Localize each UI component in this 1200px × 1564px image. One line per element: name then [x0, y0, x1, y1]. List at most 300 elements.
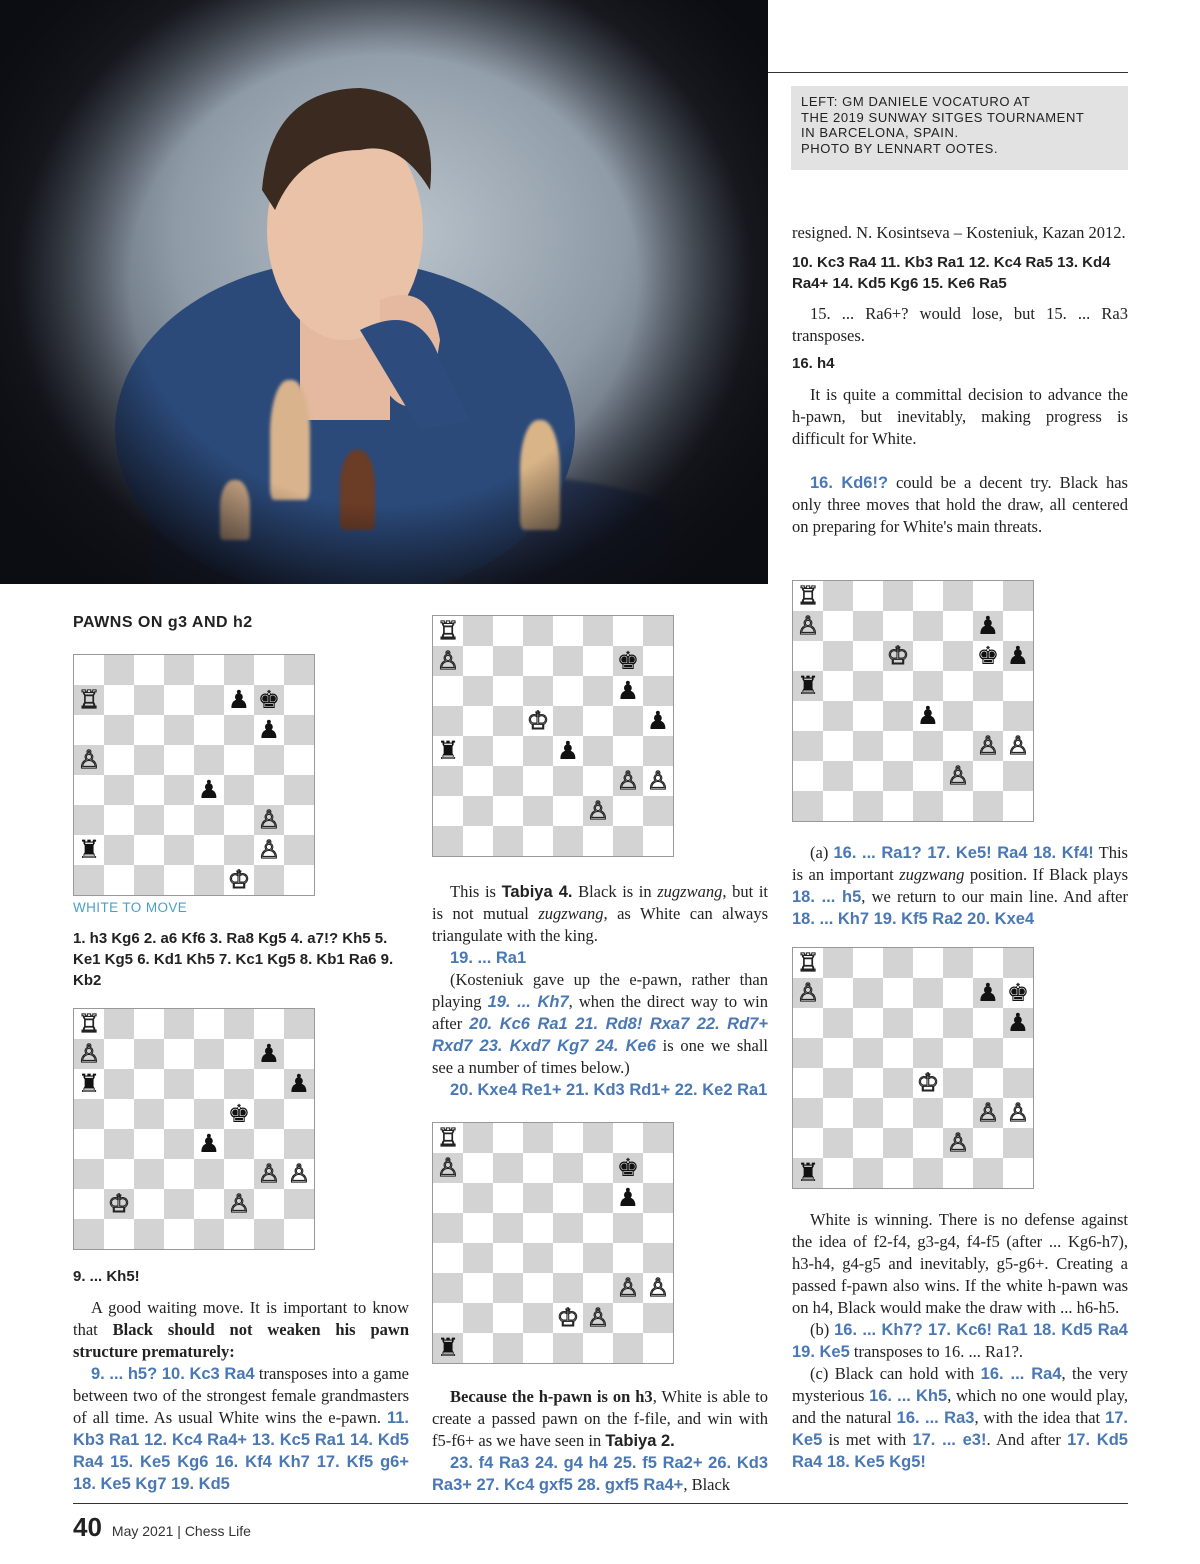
board-square [194, 655, 224, 685]
board-square [254, 805, 284, 835]
board-square [493, 1153, 523, 1183]
column-3-text-lower [792, 1209, 1128, 1473]
paragraph [432, 969, 768, 1079]
black-king-icon: ♚ [257, 685, 281, 714]
board-square [853, 1038, 883, 1068]
board-square [134, 685, 164, 715]
board-square [194, 1039, 224, 1069]
move-text: 16. ... Ra4 [980, 1365, 1062, 1383]
board-square [973, 1038, 1003, 1068]
black-pawn-icon: ♟ [1006, 1008, 1030, 1037]
publication-info: May 2021 | Chess Life [111, 1523, 251, 1539]
board-square [913, 611, 943, 641]
text-span: , with the idea that [974, 1408, 1106, 1427]
board-square [463, 1333, 493, 1363]
board-square [254, 865, 284, 895]
board-square [913, 948, 943, 978]
caption-line: LEFT: GM DANIELE VOCATURO AT [801, 94, 1031, 109]
text-span-bold: Black should not weaken his pawn structure prematurely: [73, 1320, 409, 1361]
board-square [853, 731, 883, 761]
white-pawn-icon: ♙ [616, 1273, 640, 1302]
board-square [224, 1129, 254, 1159]
white-pawn-icon: ♙ [287, 1159, 311, 1188]
board-square [254, 745, 284, 775]
board-square [613, 706, 643, 736]
board-square [254, 1009, 284, 1039]
text-span: , we return to our main line. And after [861, 887, 1128, 906]
board-square [583, 676, 613, 706]
white-rook-icon: ♖ [436, 1123, 460, 1152]
board-square [973, 1128, 1003, 1158]
board-square [194, 715, 224, 745]
board-square [583, 1333, 613, 1363]
move-text: 16. ... Kh5 [869, 1387, 948, 1405]
board-square [164, 1099, 194, 1129]
board-square [1003, 701, 1033, 731]
board-square [134, 1219, 164, 1249]
board-square [164, 775, 194, 805]
board-square [823, 761, 853, 791]
board-square [254, 1189, 284, 1219]
board-square [194, 775, 224, 805]
board-square [493, 706, 523, 736]
board-square [853, 1158, 883, 1188]
board-square [224, 1099, 254, 1129]
board-square [553, 616, 583, 646]
text-span-bold: Because the h-pawn is on h3 [450, 1387, 653, 1406]
board-square [913, 701, 943, 731]
board-square [523, 1153, 553, 1183]
board-square [853, 761, 883, 791]
text-span: transposes to 16. ... Ra1?. [849, 1342, 1024, 1361]
board-square [853, 611, 883, 641]
board-square [943, 761, 973, 791]
board-square [194, 745, 224, 775]
board-square [74, 655, 104, 685]
text-span: A good waiting move. It is important to know that [73, 1298, 409, 1339]
white-pawn-icon: ♙ [796, 611, 820, 640]
text-span: is met with [822, 1430, 913, 1449]
board-square [463, 706, 493, 736]
column-1-text [73, 928, 409, 991]
board-square [254, 655, 284, 685]
board-square [74, 835, 104, 865]
paragraph [73, 1297, 409, 1363]
board-square [104, 865, 134, 895]
board-square [973, 1068, 1003, 1098]
board-square [823, 1068, 853, 1098]
section-title: PAWNS ON g3 AND h2 [73, 614, 253, 631]
text-span: Black is in [572, 882, 658, 901]
photo-caption [791, 86, 1128, 170]
chess-diagram [432, 615, 674, 857]
white-rook-icon: ♖ [436, 616, 460, 645]
board-square [793, 948, 823, 978]
black-king-icon: ♚ [616, 1153, 640, 1182]
board-square [284, 1189, 314, 1219]
board-square [523, 706, 553, 736]
text-span: . And after [986, 1430, 1068, 1449]
board-square [643, 676, 673, 706]
board-square [913, 1128, 943, 1158]
board-square [433, 646, 463, 676]
board-square [793, 791, 823, 821]
board-square [254, 1129, 284, 1159]
board-square [853, 671, 883, 701]
text-span: , when the direct way to win after [432, 992, 769, 1033]
board-square [913, 671, 943, 701]
board-square [883, 1098, 913, 1128]
board-square [1003, 1008, 1033, 1038]
white-pawn-icon: ♙ [257, 805, 281, 834]
board-square [613, 1243, 643, 1273]
white-rook-icon: ♖ [796, 581, 820, 610]
black-rook-icon: ♜ [436, 736, 460, 765]
white-pawn-icon: ♙ [77, 1039, 101, 1068]
board-square [194, 685, 224, 715]
board-square [823, 1008, 853, 1038]
board-square [553, 1123, 583, 1153]
text-span: , but it is not mutual [432, 882, 768, 923]
paragraph [73, 1363, 409, 1495]
move-heading: 16. h4 [792, 355, 835, 372]
board-square [613, 736, 643, 766]
board-square [913, 1158, 943, 1188]
board-square [553, 1243, 583, 1273]
board-square [493, 796, 523, 826]
board-square [104, 1009, 134, 1039]
board-square [284, 1129, 314, 1159]
top-rule [768, 72, 1128, 73]
black-pawn-icon: ♟ [227, 685, 251, 714]
board-square [134, 1009, 164, 1039]
board-square [134, 655, 164, 685]
board-square [523, 1183, 553, 1213]
board-square [523, 796, 553, 826]
board-square [164, 865, 194, 895]
black-pawn-icon: ♟ [616, 1183, 640, 1212]
board-square [284, 655, 314, 685]
move-text: 11. Kb3 Ra1 12. Kc4 Ra4+ 13. Kc5 Ra1 14. Kd5 Ra4 15. Ke5 Kg6 16. Kf4 Kh7 17. Kf5 g6+ 18. Ke5 Kg7 19. Kd5 [73, 1409, 409, 1493]
board-square [823, 791, 853, 821]
white-pawn-icon: ♙ [1006, 1098, 1030, 1127]
board-square [793, 611, 823, 641]
board-square [74, 775, 104, 805]
board-square [224, 1009, 254, 1039]
white-pawn-icon: ♙ [77, 745, 101, 774]
board-square [224, 805, 254, 835]
board-square [793, 641, 823, 671]
board-square [973, 978, 1003, 1008]
move-text: 16. ... Ra1? 17. Ke5! Ra4 18. Kf4! [833, 844, 1094, 862]
white-pawn-icon: ♙ [646, 1273, 670, 1302]
board-square [883, 1008, 913, 1038]
white-pawn-icon: ♙ [586, 1303, 610, 1332]
board-square [224, 745, 254, 775]
board-square [284, 1099, 314, 1129]
board-square [583, 1123, 613, 1153]
board-square [943, 1008, 973, 1038]
text-span: could be a decent try. Black has only three moves that hold the draw, all centered on preparing for White's main threats. [792, 473, 1128, 536]
white-pawn-icon: ♙ [227, 1189, 251, 1218]
paragraph [432, 1386, 768, 1452]
board-square [134, 1129, 164, 1159]
board-square [104, 1099, 134, 1129]
board-square [523, 736, 553, 766]
board-square [164, 715, 194, 745]
board-square [164, 1189, 194, 1219]
board-square [613, 1333, 643, 1363]
move-text: 19. ... Kh7 [487, 993, 569, 1011]
board-square [823, 701, 853, 731]
board-square [943, 1128, 973, 1158]
paragraph [792, 1319, 1128, 1363]
board-square [943, 1098, 973, 1128]
board-square [74, 685, 104, 715]
board-square [613, 616, 643, 646]
board-square [943, 1038, 973, 1068]
board-square [583, 616, 613, 646]
black-pawn-icon: ♟ [976, 611, 1000, 640]
board-square [463, 736, 493, 766]
board-square [433, 796, 463, 826]
board-square [224, 1189, 254, 1219]
board-square [463, 1183, 493, 1213]
move-text: 16. Kd6!? [810, 474, 889, 492]
board-square [104, 1039, 134, 1069]
board-square [284, 835, 314, 865]
board-square [583, 646, 613, 676]
board-square [134, 745, 164, 775]
board-square [913, 731, 943, 761]
board-square [913, 641, 943, 671]
text-span: This is an important [792, 843, 1128, 884]
text-span: , Black [683, 1475, 731, 1494]
board-square [853, 948, 883, 978]
board-square [463, 676, 493, 706]
caption-line: PHOTO BY LENNART OOTES. [801, 140, 999, 156]
board-square [853, 1098, 883, 1128]
board-square [643, 1183, 673, 1213]
board-square [224, 1039, 254, 1069]
board-square [134, 805, 164, 835]
board-square [104, 1159, 134, 1189]
board-square [613, 1123, 643, 1153]
board-square [523, 616, 553, 646]
board-square [463, 826, 493, 856]
white-pawn-icon: ♙ [946, 1128, 970, 1157]
black-king-icon: ♚ [616, 646, 640, 675]
board-square [553, 706, 583, 736]
board-square [583, 796, 613, 826]
white-king-icon: ♔ [886, 641, 910, 670]
board-square [284, 745, 314, 775]
board-square [913, 1098, 943, 1128]
white-pawn-icon: ♙ [436, 646, 460, 675]
board-square [493, 826, 523, 856]
black-pawn-icon: ♟ [646, 706, 670, 735]
board-square [583, 1213, 613, 1243]
paragraph [432, 1452, 768, 1496]
board-square [433, 1213, 463, 1243]
board-square [463, 766, 493, 796]
board-square [104, 1129, 134, 1159]
board-square [284, 775, 314, 805]
move-text: 18. ... Kh7 19. Kf5 Ra2 20. Kxe4 [792, 910, 1035, 928]
board-square [284, 1039, 314, 1069]
board-square [613, 1213, 643, 1243]
board-square [463, 1213, 493, 1243]
board-square [883, 1128, 913, 1158]
white-pawn-icon: ♙ [586, 796, 610, 825]
board-square [164, 1069, 194, 1099]
board-square [1003, 581, 1033, 611]
board-square [74, 1039, 104, 1069]
board-square [793, 581, 823, 611]
board-square [1003, 641, 1033, 671]
board-square [433, 766, 463, 796]
board-square [284, 685, 314, 715]
board-square [433, 1303, 463, 1333]
black-pawn-icon: ♟ [916, 701, 940, 730]
board-square [583, 706, 613, 736]
white-king-icon: ♔ [916, 1068, 940, 1097]
black-rook-icon: ♜ [796, 671, 820, 700]
black-pawn-icon: ♟ [1006, 641, 1030, 670]
white-king-icon: ♔ [107, 1189, 131, 1218]
move-sequence: 10. Kc3 Ra4 11. Kb3 Ra1 12. Kc4 Ra5 13. Kd4 Ra4+ 14. Kd5 Kg6 15. Ke6 Ra5 [792, 254, 1111, 292]
board-square [254, 685, 284, 715]
board-square [913, 1008, 943, 1038]
text-span-italic: zugzwang [899, 865, 965, 884]
board-square [853, 641, 883, 671]
column-3-text [792, 222, 1128, 538]
board-square [553, 676, 583, 706]
column-3-text-mid [792, 842, 1128, 930]
board-square [883, 581, 913, 611]
board-square [74, 745, 104, 775]
board-square [463, 1243, 493, 1273]
white-king-icon: ♔ [227, 865, 251, 894]
board-square [254, 1099, 284, 1129]
board-square [1003, 791, 1033, 821]
board-square [553, 1273, 583, 1303]
board-square [973, 761, 1003, 791]
board-square [493, 766, 523, 796]
board-square [823, 948, 853, 978]
board-square [134, 1189, 164, 1219]
black-pawn-icon: ♟ [556, 736, 580, 765]
board-square [1003, 948, 1033, 978]
board-square [853, 581, 883, 611]
board-square [943, 671, 973, 701]
paragraph: 15. ... Ra6+? would lose, but 15. ... Ra3 transposes. [792, 304, 1128, 345]
board-square [433, 1273, 463, 1303]
board-square [74, 805, 104, 835]
board-square [523, 826, 553, 856]
board-square [134, 1159, 164, 1189]
board-square [254, 835, 284, 865]
board-square [943, 701, 973, 731]
caption-line: IN BARCELONA, SPAIN. [801, 125, 959, 140]
board-square [224, 775, 254, 805]
white-rook-icon: ♖ [77, 1009, 101, 1038]
board-square [793, 1098, 823, 1128]
board-square [284, 715, 314, 745]
board-square [913, 978, 943, 1008]
move-text: 16. ... Kh7? 17. Kc6! Ra1 18. Kd5 Ra4 19. Ke5 [792, 1321, 1128, 1361]
move-sequence: 1. h3 Kg6 2. a6 Kf6 3. Ra8 Kg5 4. a7!? Kh5 5. Ke1 Kg5 6. Kd1 Kh5 7. Kc1 Kg5 8. Kb1 Ra6 9. Kb2 [73, 930, 394, 989]
board-square [973, 1008, 1003, 1038]
board-square [643, 1123, 673, 1153]
board-square [613, 796, 643, 826]
board-square [254, 1069, 284, 1099]
column-1-text-lower [73, 1266, 409, 1495]
board-square [583, 1243, 613, 1273]
black-pawn-icon: ♟ [197, 775, 221, 804]
board-square [194, 1159, 224, 1189]
board-square [883, 761, 913, 791]
black-rook-icon: ♜ [436, 1333, 460, 1362]
board-square [164, 805, 194, 835]
board-square [643, 1243, 673, 1273]
white-pawn-icon: ♙ [646, 766, 670, 795]
board-square [943, 791, 973, 821]
board-square [553, 1153, 583, 1183]
board-square [523, 1273, 553, 1303]
paragraph: resigned. N. Kosintseva – Kosteniuk, Kazan 2012. [792, 223, 1126, 242]
board-square [194, 1189, 224, 1219]
page-footer [73, 1512, 251, 1543]
board-square [943, 731, 973, 761]
board-square [104, 775, 134, 805]
board-square [583, 1183, 613, 1213]
black-pawn-icon: ♟ [976, 978, 1000, 1007]
black-king-icon: ♚ [227, 1099, 251, 1128]
text-span-bold: Tabiya 2. [605, 1432, 675, 1450]
board-square [973, 1098, 1003, 1128]
board-square [74, 1159, 104, 1189]
board-square [883, 641, 913, 671]
board-square [493, 676, 523, 706]
board-square [553, 1303, 583, 1333]
board-square [463, 616, 493, 646]
board-square [613, 1183, 643, 1213]
board-square [793, 731, 823, 761]
board-square [883, 791, 913, 821]
board-square [433, 1333, 463, 1363]
board-square [643, 796, 673, 826]
white-king-icon: ♔ [556, 1303, 580, 1332]
board-square [853, 701, 883, 731]
board-square [194, 805, 224, 835]
board-square [883, 978, 913, 1008]
text-span: position. If Black plays [964, 865, 1129, 884]
board-square [493, 1243, 523, 1273]
board-square [823, 611, 853, 641]
board-square [284, 1219, 314, 1249]
text-span: (c) Black can hold with [810, 1364, 981, 1383]
board-square [943, 1158, 973, 1188]
board-square [1003, 611, 1033, 641]
board-square [823, 1158, 853, 1188]
board-square [883, 611, 913, 641]
black-pawn-icon: ♟ [616, 676, 640, 705]
text-span: (a) [810, 843, 834, 862]
page-number: 40 [73, 1512, 102, 1542]
board-square [523, 1213, 553, 1243]
board-square [793, 1008, 823, 1038]
